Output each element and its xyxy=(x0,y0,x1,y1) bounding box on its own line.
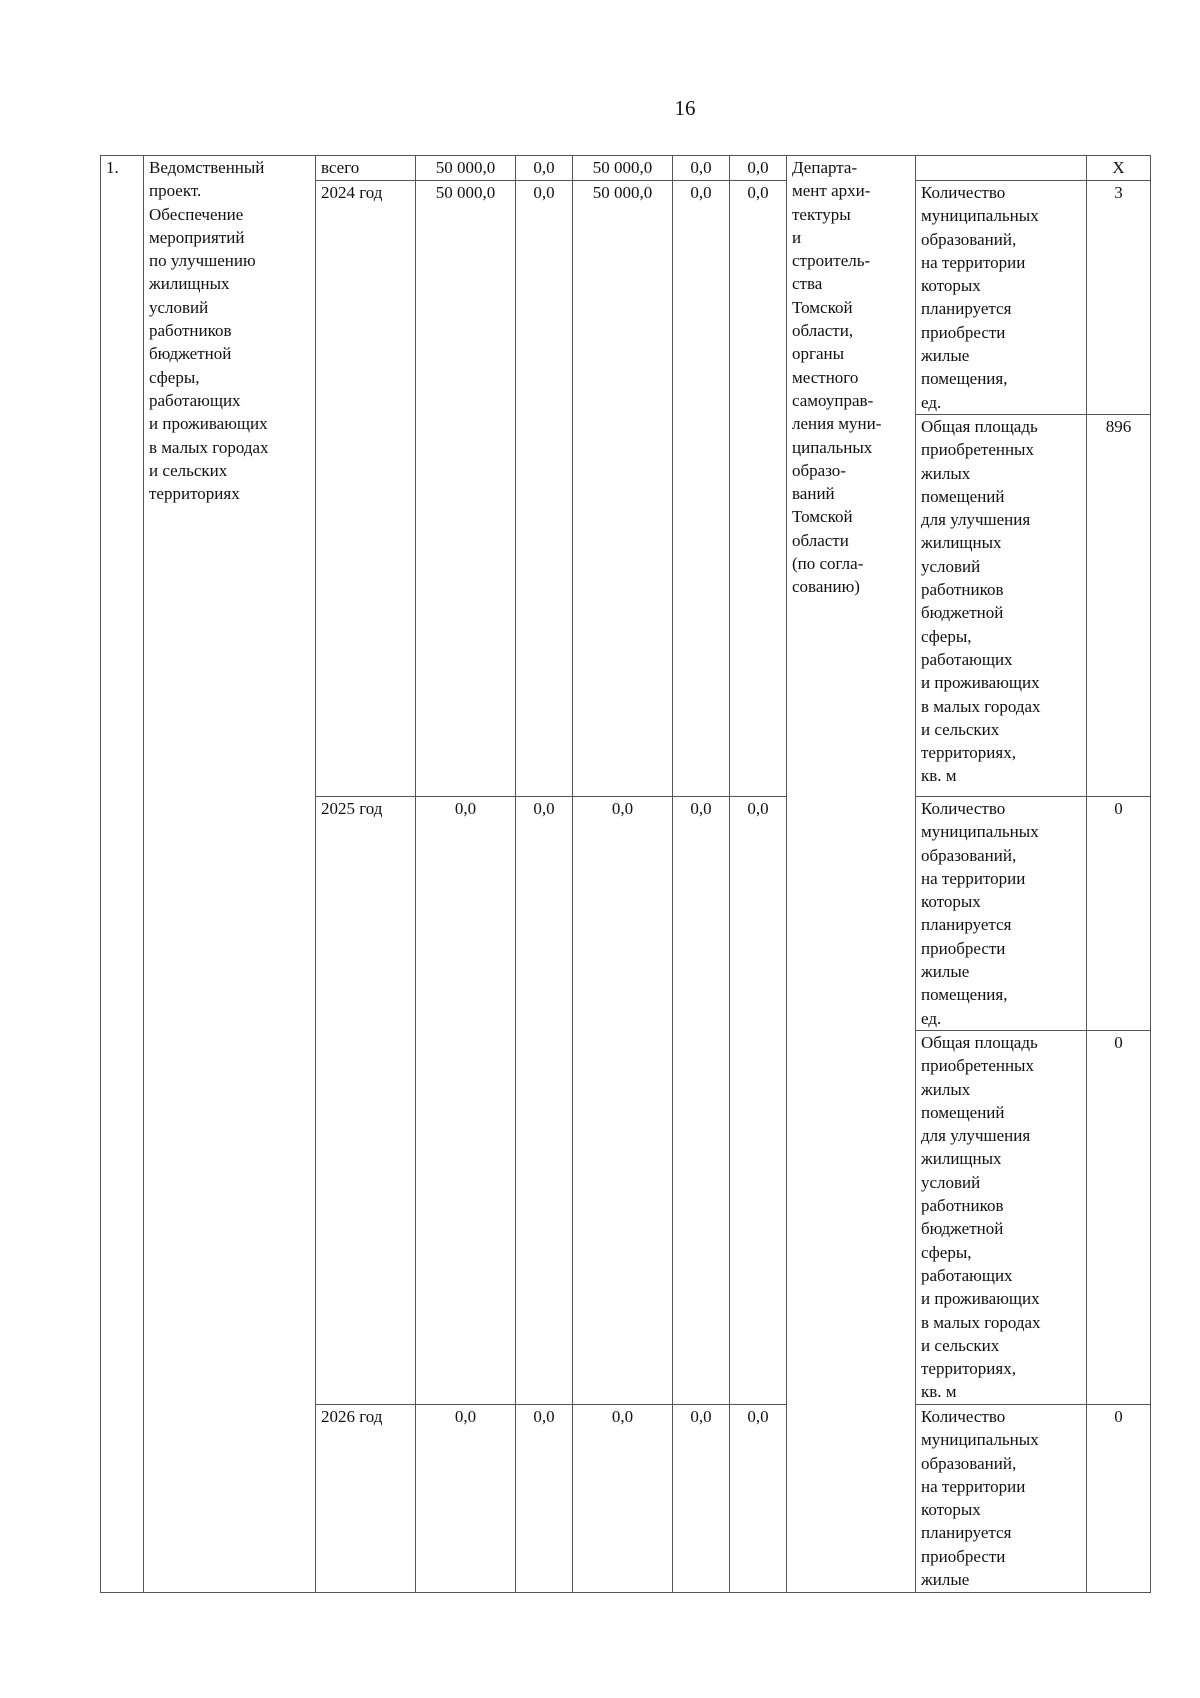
other-2024: 0,0 xyxy=(730,181,787,797)
row-number: 1. xyxy=(101,156,144,1593)
sum-2024: 50 000,0 xyxy=(416,181,516,797)
local-2024: 0,0 xyxy=(673,181,730,797)
local-2026: 0,0 xyxy=(673,1404,730,1592)
indicator-2026-count-value: 0 xyxy=(1087,1404,1151,1592)
indicator-2025-count-value: 0 xyxy=(1087,796,1151,1030)
sum-2026: 0,0 xyxy=(416,1404,516,1592)
other-2026: 0,0 xyxy=(730,1404,787,1592)
total-other: 0,0 xyxy=(730,156,787,181)
total-sum: 50 000,0 xyxy=(416,156,516,181)
indicator-total-value: X xyxy=(1087,156,1151,181)
federal-2026: 0,0 xyxy=(516,1404,573,1592)
total-local: 0,0 xyxy=(673,156,730,181)
regional-2025: 0,0 xyxy=(573,796,673,1404)
regional-2024: 50 000,0 xyxy=(573,181,673,797)
responsible-executor: Департа- мент архи- тектуры и строитель- ства Томской области, органы местного самоуправ- ления муни- ципальных образо- ваний Томской области (по согла- сованию) xyxy=(787,156,916,1593)
local-2025: 0,0 xyxy=(673,796,730,1404)
total-regional: 50 000,0 xyxy=(573,156,673,181)
indicator-2026-count: Количество муниципальных образований, на территории которых планируется приобрести жилые xyxy=(916,1404,1087,1592)
other-2025: 0,0 xyxy=(730,796,787,1404)
indicator-2024-count: Количество муниципальных образований, на территории которых планируется приобрести жилые помещения, ед. xyxy=(916,181,1087,415)
indicator-2025-area-value: 0 xyxy=(1087,1030,1151,1404)
sum-2025: 0,0 xyxy=(416,796,516,1404)
project-name: Ведомственный проект. Обеспечение мероприятий по улучшению жилищных условий работников бюджетной сферы, работающих и проживающих в малых городах и сельских территориях xyxy=(144,156,316,1593)
total-federal: 0,0 xyxy=(516,156,573,181)
indicator-total xyxy=(916,156,1087,181)
period-2025: 2025 год xyxy=(316,796,416,1404)
indicator-2025-count: Количество муниципальных образований, на территории которых планируется приобрести жилые помещения, ед. xyxy=(916,796,1087,1030)
page-number: 16 xyxy=(674,96,696,120)
period-2026: 2026 год xyxy=(316,1404,416,1592)
table-row-total xyxy=(101,156,1151,181)
program-table xyxy=(100,155,1151,1593)
indicator-2024-area-value: 896 xyxy=(1087,414,1151,796)
indicator-2025-area: Общая площадь приобретенных жилых помещений для улучшения жилищных условий работников бюджетной сферы, работающих и проживающих в малых городах и сельских территориях, кв. м xyxy=(916,1030,1087,1404)
federal-2025: 0,0 xyxy=(516,796,573,1404)
federal-2024: 0,0 xyxy=(516,181,573,797)
indicator-2024-area: Общая площадь приобретенных жилых помещений для улучшения жилищных условий работников бюджетной сферы, работающих и проживающих в малых городах и сельских территориях, кв. м xyxy=(916,414,1087,796)
period-total: всего xyxy=(316,156,416,181)
period-2024: 2024 год xyxy=(316,181,416,797)
indicator-2024-count-value: 3 xyxy=(1087,181,1151,415)
regional-2026: 0,0 xyxy=(573,1404,673,1592)
